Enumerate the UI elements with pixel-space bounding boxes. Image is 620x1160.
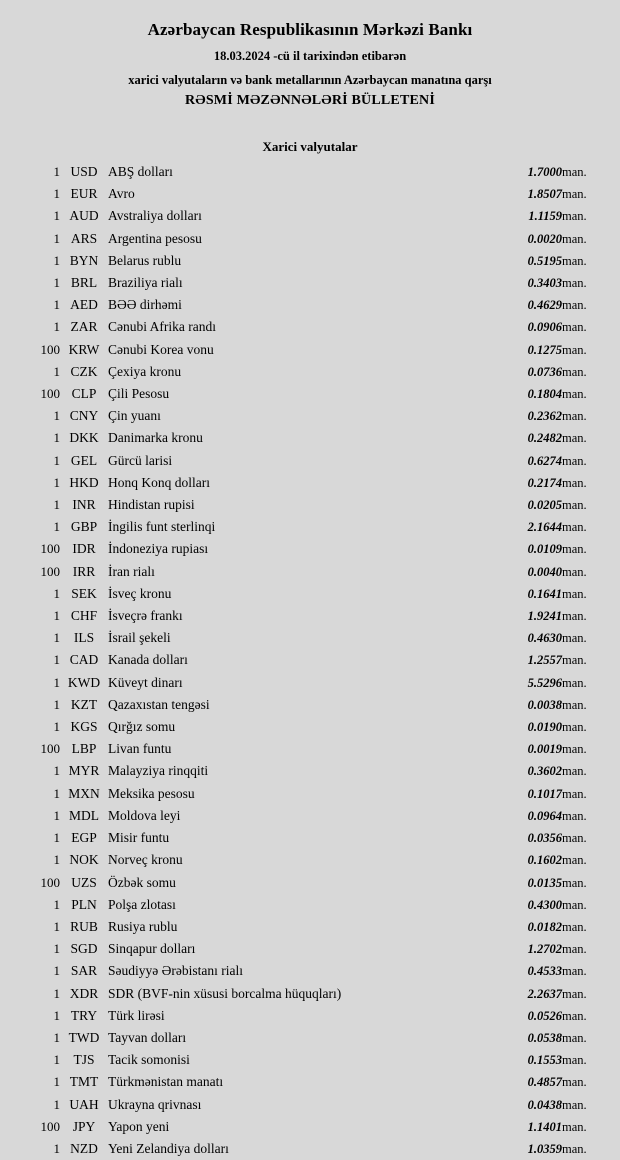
- currency-unit: man.: [562, 764, 587, 779]
- currency-name: Türkmənistan manatı: [108, 1074, 224, 1090]
- currency-name: Yapon yeni: [108, 1118, 170, 1134]
- currency-unit: man.: [562, 431, 587, 446]
- currency-amount: 1: [53, 1052, 60, 1068]
- currency-amount: 1: [53, 208, 60, 224]
- currency-code: UAH: [69, 1096, 99, 1112]
- currency-name: Hindistan rupisi: [108, 497, 195, 513]
- currency-name: Misir funtu: [108, 830, 170, 846]
- currency-rate: 0.4629: [527, 298, 562, 313]
- currency-amount: 1: [53, 630, 60, 646]
- currency-code: EUR: [70, 186, 98, 202]
- currency-rate: 1.0359: [527, 1141, 562, 1156]
- currency-amount: 1: [53, 585, 60, 601]
- currency-code: LBP: [71, 741, 97, 757]
- table-row: [18, 250, 602, 272]
- currency-name: Norveç kronu: [108, 852, 183, 868]
- currency-rate: 0.0538: [527, 1030, 562, 1045]
- effective-date-line: [18, 49, 602, 64]
- currency-code: AED: [70, 297, 98, 313]
- currency-amount: 1: [53, 696, 60, 712]
- currency-amount: 1: [53, 852, 60, 868]
- currency-amount: 1: [53, 297, 60, 313]
- currency-unit: man.: [562, 320, 587, 335]
- currency-name: Sinqapur dolları: [108, 941, 196, 957]
- currency-code: KWD: [67, 674, 101, 690]
- currency-amount: 1: [53, 275, 60, 291]
- currency-name: İndoneziya rupiası: [108, 541, 209, 557]
- currency-code: MYR: [68, 763, 100, 779]
- currency-code: BRL: [70, 275, 98, 291]
- currency-amount: 100: [40, 341, 60, 357]
- table-row: [18, 294, 602, 316]
- currency-code: HKD: [69, 474, 99, 490]
- currency-code: CLP: [71, 386, 97, 402]
- currency-name: Meksika pesosu: [108, 785, 195, 801]
- currency-rate: 0.3403: [527, 276, 562, 291]
- currency-name: ABŞ dolları: [108, 164, 173, 179]
- currency-name: Cənubi Korea vonu: [108, 341, 214, 357]
- table-row: [18, 1049, 602, 1071]
- currency-unit: man.: [562, 1075, 587, 1090]
- table-row: [18, 805, 602, 827]
- currency-unit: man.: [562, 298, 587, 313]
- currency-unit: man.: [562, 675, 587, 690]
- document-subtitle: xarici valyutaların və bank metallarının Azərbaycan manatına qarşı: [128, 73, 492, 87]
- currency-name: Küveyt dinarı: [108, 674, 183, 690]
- currency-code: CNY: [69, 408, 99, 424]
- currency-code: XDR: [69, 985, 99, 1001]
- currency-name: Ukrayna qrivnası: [108, 1096, 202, 1112]
- currency-unit: man.: [562, 653, 587, 668]
- currency-amount: 1: [53, 519, 60, 535]
- currency-rate: 0.0020: [527, 231, 562, 246]
- currency-code: TRY: [70, 1007, 98, 1023]
- currency-rate: 1.8507: [527, 187, 562, 202]
- currency-rate: 0.4630: [527, 631, 562, 646]
- currency-name: Özbək somu: [108, 874, 176, 890]
- currency-code: GEL: [70, 452, 98, 468]
- section-title-foreign-currencies: Xarici valyutalar: [262, 139, 358, 154]
- currency-code: GBP: [70, 519, 98, 535]
- currency-code: ARS: [70, 230, 98, 246]
- currency-amount: 1: [53, 985, 60, 1001]
- table-row: [18, 316, 602, 338]
- currency-rate: 1.7000: [527, 165, 562, 179]
- table-row: [18, 938, 602, 960]
- currency-unit: man.: [562, 475, 587, 490]
- currency-unit: man.: [562, 786, 587, 801]
- currency-rate: 0.1602: [527, 853, 562, 868]
- currency-code: IDR: [72, 541, 96, 557]
- currency-name: Livan funtu: [108, 741, 172, 757]
- currency-amount: 1: [53, 830, 60, 846]
- currency-name: Braziliya rialı: [108, 275, 183, 291]
- currency-unit: man.: [562, 1053, 587, 1068]
- currency-code: SGD: [70, 941, 98, 957]
- table-row: [18, 383, 602, 405]
- currency-amount: 100: [40, 563, 60, 579]
- currency-rate: 0.2174: [527, 475, 562, 490]
- currency-unit: man.: [562, 409, 587, 424]
- currency-rate: 2.1644: [527, 520, 562, 535]
- currency-unit: man.: [562, 253, 587, 268]
- currency-name: Argentina pesosu: [108, 230, 202, 246]
- currency-code: TWD: [68, 1029, 100, 1045]
- currency-name: Yeni Zelandiya dolları: [108, 1140, 229, 1156]
- currency-rate: 0.0109: [527, 542, 562, 557]
- currency-rate: 0.2482: [527, 431, 562, 446]
- table-row: [18, 272, 602, 294]
- currency-rate: 0.0964: [527, 808, 562, 823]
- table-row: [18, 827, 602, 849]
- currency-code: PLN: [71, 896, 97, 912]
- table-row: [18, 627, 602, 649]
- table-row: [18, 516, 602, 538]
- currency-unit: man.: [562, 342, 587, 357]
- currency-name: Tayvan dolları: [108, 1029, 187, 1045]
- currency-amount: 1: [53, 363, 60, 379]
- currency-rate: 0.0040: [527, 564, 562, 579]
- currency-unit: man.: [562, 165, 587, 179]
- currency-rate: 0.0135: [527, 875, 562, 890]
- currency-amount: 1: [53, 408, 60, 424]
- currency-name: Türk lirəsi: [108, 1007, 165, 1023]
- table-row: [18, 872, 602, 894]
- currency-amount: 100: [40, 541, 60, 557]
- currency-rate: 0.0205: [527, 498, 562, 513]
- table-row: [18, 672, 602, 694]
- currency-unit: man.: [562, 1141, 587, 1156]
- currency-amount: 1: [53, 230, 60, 246]
- currency-name: Polşa zlotası: [108, 896, 176, 912]
- currency-name: Səudiyyə Ərəbistanı rialı: [108, 963, 243, 979]
- currency-rate: 5.5296: [527, 675, 562, 690]
- currency-name: Çin yuanı: [108, 408, 161, 424]
- currency-unit: man.: [562, 564, 587, 579]
- currency-unit: man.: [562, 1030, 587, 1045]
- currency-code: EGP: [71, 830, 97, 846]
- currency-unit: man.: [562, 964, 587, 979]
- currency-rate: 0.0906: [527, 320, 562, 335]
- table-row: [18, 494, 602, 516]
- currency-amount: 1: [53, 1074, 60, 1090]
- currency-unit: man.: [562, 808, 587, 823]
- currency-rate: 0.1553: [527, 1053, 562, 1068]
- currency-code: NOK: [69, 852, 99, 868]
- currency-unit: man.: [562, 387, 587, 402]
- currency-unit: man.: [562, 631, 587, 646]
- currency-rate: 0.0190: [527, 720, 562, 735]
- table-row: [18, 960, 602, 982]
- currency-unit: man.: [562, 742, 587, 757]
- currency-code: BYN: [69, 252, 99, 268]
- table-row: [18, 405, 602, 427]
- currency-name: SDR (BVF-nin xüsusi borcalma hüquqları): [108, 985, 342, 1001]
- currency-amount: 1: [53, 963, 60, 979]
- table-row: [18, 916, 602, 938]
- currency-amount: 1: [53, 896, 60, 912]
- currency-unit: man.: [562, 942, 587, 957]
- currency-rate: 0.4857: [527, 1075, 562, 1090]
- currency-code: UZS: [71, 874, 97, 890]
- currency-code: USD: [70, 164, 98, 179]
- currency-rates-table: [18, 161, 602, 1160]
- currency-name: Malayziya rinqqiti: [108, 763, 209, 779]
- table-row: [18, 849, 602, 871]
- table-row: [18, 472, 602, 494]
- currency-name: İsrail şekeli: [108, 630, 171, 646]
- table-row: [18, 161, 602, 183]
- currency-unit: man.: [562, 1097, 587, 1112]
- table-row: [18, 361, 602, 383]
- currency-code: INR: [72, 497, 96, 513]
- table-row: [18, 205, 602, 227]
- currency-rate: 0.1804: [527, 387, 562, 402]
- currency-amount: 1: [53, 186, 60, 202]
- effective-date: 18.03.2024: [213, 49, 271, 63]
- currency-unit: man.: [562, 586, 587, 601]
- currency-name: Cənubi Afrika randı: [108, 319, 216, 335]
- currency-rate: 1.1159: [528, 209, 562, 224]
- table-row: [18, 183, 602, 205]
- currency-amount: 1: [53, 497, 60, 513]
- currency-amount: 1: [53, 1096, 60, 1112]
- currency-name: Moldova leyi: [108, 807, 181, 823]
- currency-amount: 1: [53, 608, 60, 624]
- currency-amount: 1: [53, 674, 60, 690]
- currency-code: TJS: [73, 1052, 95, 1068]
- currency-name: Gürcü larisi: [108, 452, 173, 468]
- currency-code: IRR: [72, 563, 96, 579]
- table-row: [18, 1005, 602, 1027]
- currency-unit: man.: [562, 697, 587, 712]
- currency-unit: man.: [562, 520, 587, 535]
- currency-rate: 0.0526: [527, 1008, 562, 1023]
- currency-code: TMT: [69, 1074, 99, 1090]
- currency-code: JPY: [72, 1118, 96, 1134]
- currency-rate: 0.3602: [527, 764, 562, 779]
- currency-rate: 0.4533: [527, 964, 562, 979]
- currency-unit: man.: [562, 609, 587, 624]
- currency-rate: 0.4300: [527, 897, 562, 912]
- currency-unit: man.: [562, 897, 587, 912]
- table-row: [18, 1138, 602, 1160]
- currency-name: İran rialı: [108, 563, 155, 579]
- currency-unit: man.: [562, 986, 587, 1001]
- currency-name: İsveç kronu: [108, 585, 172, 601]
- currency-rate: 0.6274: [527, 453, 562, 468]
- currency-rate: 0.0182: [527, 919, 562, 934]
- currency-code: KRW: [68, 341, 100, 357]
- table-row: [18, 1116, 602, 1138]
- table-row: [18, 583, 602, 605]
- currency-name: Tacik somonisi: [108, 1052, 190, 1068]
- currency-rate: 0.1017: [527, 786, 562, 801]
- currency-rate: 0.0438: [527, 1097, 562, 1112]
- table-row: [18, 450, 602, 472]
- table-row: [18, 339, 602, 361]
- currency-amount: 1: [53, 918, 60, 934]
- currency-unit: man.: [562, 498, 587, 513]
- table-row: [18, 760, 602, 782]
- currency-rate: 1.2702: [527, 942, 562, 957]
- table-row: [18, 1027, 602, 1049]
- currency-unit: man.: [562, 187, 587, 202]
- currency-unit: man.: [562, 209, 587, 224]
- currency-rate: 0.0736: [527, 364, 562, 379]
- currency-code: SAR: [70, 963, 98, 979]
- currency-amount: 1: [53, 319, 60, 335]
- currency-name: Danimarka kronu: [108, 430, 203, 446]
- table-row: [18, 894, 602, 916]
- currency-rate: 0.0019: [527, 742, 562, 757]
- table-row: [18, 538, 602, 560]
- currency-rate: 0.0038: [527, 697, 562, 712]
- effective-date-suffix: -cü il tarixindən etibarən: [273, 49, 407, 63]
- currency-amount: 100: [40, 386, 60, 402]
- currency-code: ZAR: [70, 319, 98, 335]
- currency-code: CHF: [70, 608, 98, 624]
- currency-code: CZK: [70, 363, 98, 379]
- currency-unit: man.: [562, 831, 587, 846]
- table-row: [18, 605, 602, 627]
- currency-amount: 1: [53, 430, 60, 446]
- currency-code: MXN: [68, 785, 100, 801]
- currency-unit: man.: [562, 276, 587, 291]
- bank-name: Azərbaycan Respublikasının Mərkəzi Bankı: [147, 20, 473, 39]
- currency-unit: man.: [562, 364, 587, 379]
- currency-amount: 1: [53, 719, 60, 735]
- currency-name: Kanada dolları: [108, 652, 188, 668]
- currency-code: NZD: [70, 1140, 98, 1156]
- currency-amount: 1: [53, 452, 60, 468]
- table-row: [18, 716, 602, 738]
- currency-amount: 1: [53, 164, 60, 179]
- currency-code: RUB: [70, 918, 98, 934]
- currency-unit: man.: [562, 231, 587, 246]
- currency-rate: 1.1401: [527, 1119, 562, 1134]
- document-bulletin-title: RƏSMİ MƏZƏNNƏLƏRİ BÜLLETENİ: [184, 93, 436, 108]
- currency-unit: man.: [562, 1119, 587, 1134]
- document-header: [18, 20, 602, 109]
- currency-rate: 0.2362: [527, 409, 562, 424]
- currency-code: SEK: [71, 585, 97, 601]
- currency-amount: 1: [53, 1140, 60, 1156]
- table-row: [18, 738, 602, 760]
- table-row: [18, 649, 602, 671]
- currency-name: İsveçrə frankı: [108, 608, 183, 624]
- currency-name: Çexiya kronu: [108, 363, 182, 379]
- currency-unit: man.: [562, 453, 587, 468]
- currency-name: Qazaxıstan tengəsi: [108, 696, 210, 712]
- currency-name: Avstraliya dolları: [108, 208, 202, 224]
- currency-name: Qırğız somu: [108, 719, 176, 735]
- currency-amount: 1: [53, 807, 60, 823]
- table-row: [18, 694, 602, 716]
- currency-name: Rusiya rublu: [108, 918, 178, 934]
- currency-code: MDL: [69, 807, 99, 823]
- currency-amount: 100: [40, 1118, 60, 1134]
- currency-code: KGS: [70, 719, 98, 735]
- table-row: [18, 983, 602, 1005]
- currency-rate: 0.0356: [527, 831, 562, 846]
- currency-code: AUD: [69, 208, 99, 224]
- currency-amount: 1: [53, 763, 60, 779]
- currency-name: Belarus rublu: [108, 252, 182, 268]
- currency-unit: man.: [562, 720, 587, 735]
- currency-name: Avro: [108, 186, 135, 202]
- currency-rate: 2.2637: [527, 986, 562, 1001]
- currency-amount: 100: [40, 741, 60, 757]
- currency-unit: man.: [562, 542, 587, 557]
- table-row: [18, 1094, 602, 1116]
- currency-amount: 1: [53, 474, 60, 490]
- table-row: [18, 427, 602, 449]
- currency-amount: 1: [53, 941, 60, 957]
- currency-rate: 1.9241: [527, 609, 562, 624]
- currency-rate: 0.1275: [527, 342, 562, 357]
- currency-unit: man.: [562, 919, 587, 934]
- currency-unit: man.: [562, 853, 587, 868]
- currency-code: DKK: [69, 430, 99, 446]
- currency-amount: 1: [53, 652, 60, 668]
- currency-name: Çili Pesosu: [108, 386, 170, 402]
- currency-code: KZT: [70, 696, 98, 712]
- currency-rate: 1.2557: [527, 653, 562, 668]
- currency-amount: 1: [53, 785, 60, 801]
- table-row: [18, 228, 602, 250]
- table-row: [18, 783, 602, 805]
- currency-unit: man.: [562, 875, 587, 890]
- currency-rate: 0.1641: [527, 586, 562, 601]
- currency-unit: man.: [562, 1008, 587, 1023]
- table-row: [18, 561, 602, 583]
- currency-code: CAD: [69, 652, 99, 668]
- currency-rate: 0.5195: [527, 253, 562, 268]
- table-row: [18, 1071, 602, 1093]
- currency-name: BƏƏ dirhəmi: [108, 297, 182, 313]
- currency-code: ILS: [73, 630, 95, 646]
- currency-amount: 1: [53, 1007, 60, 1023]
- currency-name: Honq Konq dolları: [108, 474, 210, 490]
- currency-amount: 1: [53, 1029, 60, 1045]
- currency-amount: 100: [40, 874, 60, 890]
- currency-name: İngilis funt sterlinqi: [108, 519, 216, 535]
- currency-amount: 1: [53, 252, 60, 268]
